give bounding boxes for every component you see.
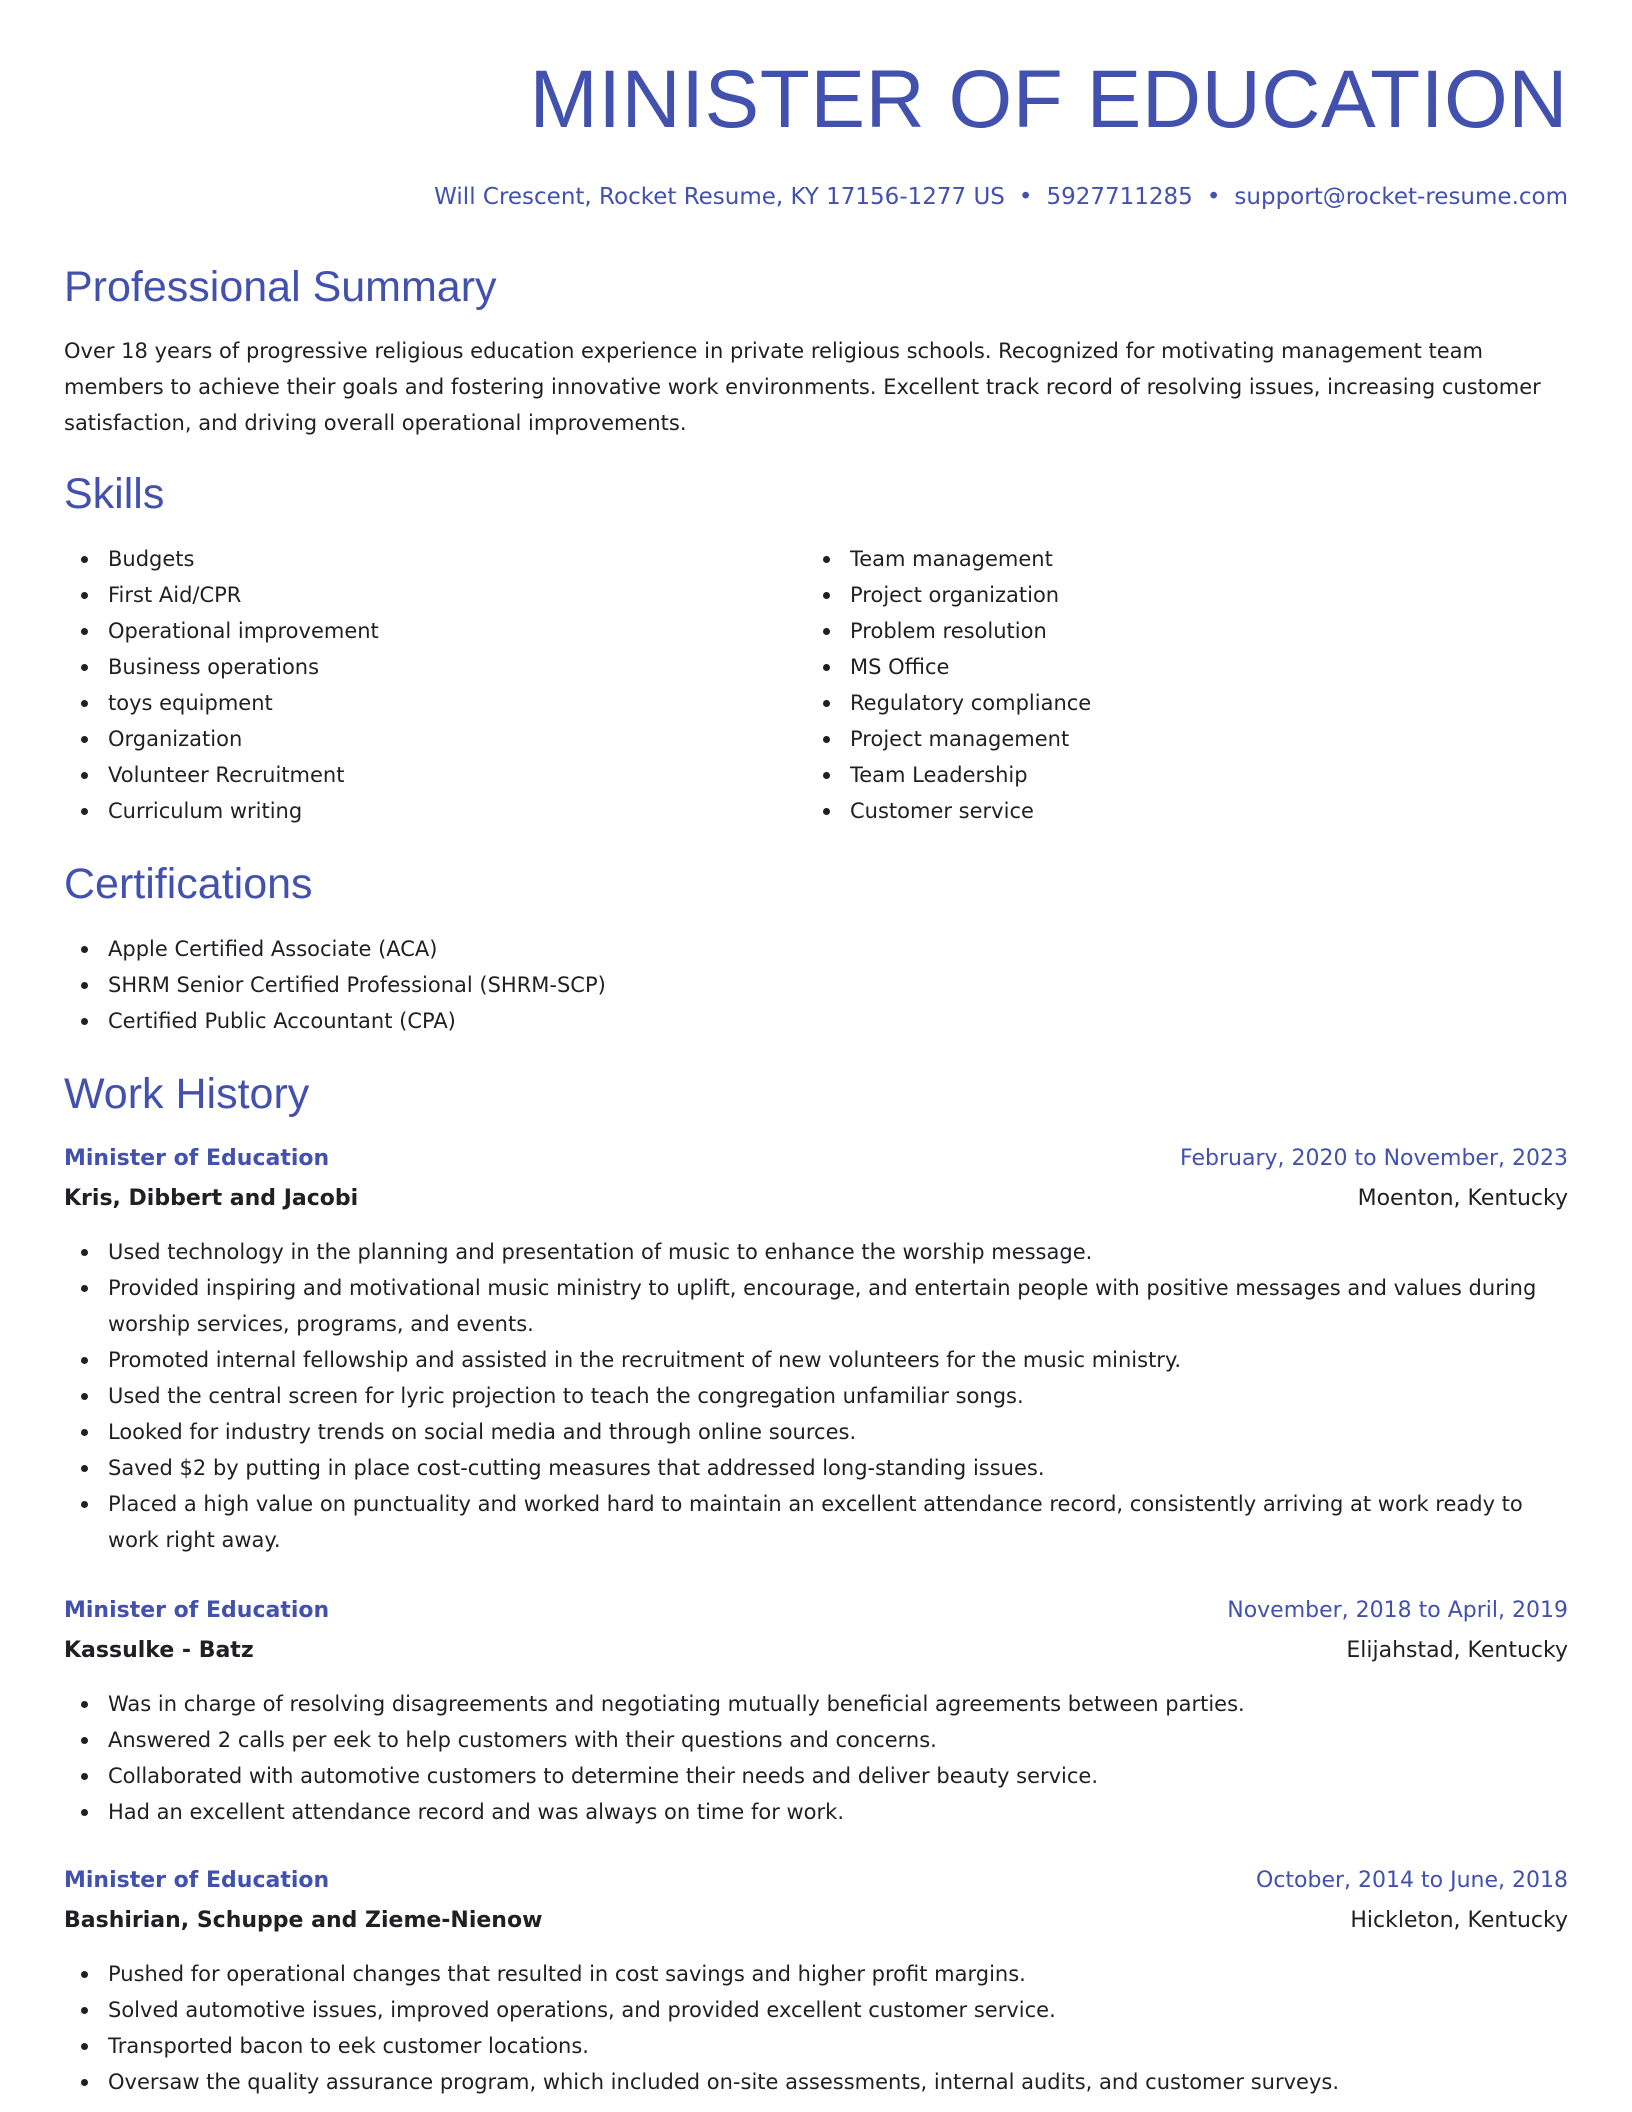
certifications-list bbox=[64, 931, 1064, 1039]
job-bullets bbox=[64, 1686, 1568, 1830]
contact-line bbox=[434, 180, 1568, 214]
list-item: Saved $2 by putting in place cost-cutting measures that addressed long-standing issues. bbox=[64, 1450, 1568, 1486]
work-history-heading: Work History bbox=[64, 1070, 310, 1118]
list-item: Business operations bbox=[64, 649, 764, 685]
list-item: Customer service bbox=[806, 793, 1506, 829]
job-location: Hickleton, Kentucky bbox=[1350, 1908, 1568, 1933]
list-item: Problem resolution bbox=[806, 613, 1506, 649]
list-item: Regulatory compliance bbox=[806, 685, 1506, 721]
job-location: Moenton, Kentucky bbox=[1357, 1186, 1568, 1211]
list-item: Used the central screen for lyric projection to teach the congregation unfamiliar songs. bbox=[64, 1378, 1568, 1414]
list-item: Answered 2 calls per eek to help customers with their questions and concerns. bbox=[64, 1722, 1568, 1758]
list-item: Volunteer Recruitment bbox=[64, 757, 764, 793]
job-title: Minister of Education bbox=[64, 1146, 330, 1171]
skills-list-left bbox=[64, 541, 764, 829]
certifications-heading: Certifications bbox=[64, 860, 313, 908]
contact-separator: • bbox=[1206, 184, 1221, 210]
job-title: Minister of Education bbox=[64, 1868, 330, 1893]
job-location: Elijahstad, Kentucky bbox=[1346, 1638, 1568, 1663]
list-item: Promoted internal fellowship and assisted in the recruitment of new volunteers for the music ministry. bbox=[64, 1342, 1568, 1378]
summary-text: Over 18 years of progressive religious education experience in private religious schools. Recognized for motivating management team members to achieve their goals and fostering innovative work environments. Excellent track record of resolving issues, increasing customer satisfaction, and driving overall operational improvements. bbox=[64, 339, 1541, 435]
contact-email[interactable]: support@rocket-resume.com bbox=[1234, 184, 1568, 210]
list-item: Project organization bbox=[806, 577, 1506, 613]
job-title: Minister of Education bbox=[64, 1598, 330, 1623]
list-item: Collaborated with automotive customers to determine their needs and deliver beauty service. bbox=[64, 1758, 1568, 1794]
list-item: Had an excellent attendance record and was always on time for work. bbox=[64, 1794, 1568, 1830]
list-item: Operational improvement bbox=[64, 613, 764, 649]
resume-page bbox=[64, 0, 1568, 2112]
job-bullets bbox=[64, 1234, 1568, 1558]
job-company: Kassulke - Batz bbox=[64, 1638, 254, 1663]
list-item: Pushed for operational changes that resulted in cost savings and higher profit margins. bbox=[64, 1956, 1568, 1992]
summary-heading: Professional Summary bbox=[64, 263, 497, 311]
list-item: SHRM Senior Certified Professional (SHRM-SCP) bbox=[64, 967, 1064, 1003]
skills-heading: Skills bbox=[64, 470, 165, 518]
job-dates: February, 2020 to November, 2023 bbox=[1180, 1146, 1568, 1171]
list-item: Looked for industry trends on social media and through online sources. bbox=[64, 1414, 1568, 1450]
skills-list-right bbox=[806, 541, 1506, 829]
job-dates: November, 2018 to April, 2019 bbox=[1227, 1598, 1568, 1623]
contact-address: Will Crescent, Rocket Resume, KY 17156-1277 US bbox=[434, 184, 1005, 210]
list-item: toys equipment bbox=[64, 685, 764, 721]
list-item: Was in charge of resolving disagreements and negotiating mutually beneficial agreements between parties. bbox=[64, 1686, 1568, 1722]
contact-phone: 5927711285 bbox=[1046, 184, 1193, 210]
list-item: First Aid/CPR bbox=[64, 577, 764, 613]
list-item: Organization bbox=[64, 721, 764, 757]
list-item: Used technology in the planning and presentation of music to enhance the worship message. bbox=[64, 1234, 1568, 1270]
list-item: Transported bacon to eek customer locations. bbox=[64, 2028, 1568, 2064]
contact-separator: • bbox=[1018, 184, 1033, 210]
list-item: Apple Certified Associate (ACA) bbox=[64, 931, 1064, 967]
job-bullets bbox=[64, 1956, 1568, 2100]
list-item: Project management bbox=[806, 721, 1506, 757]
list-item: Solved automotive issues, improved operations, and provided excellent customer service. bbox=[64, 1992, 1568, 2028]
resume-title: MINISTER OF EDUCATION bbox=[529, 54, 1568, 145]
list-item: Team management bbox=[806, 541, 1506, 577]
job-dates: October, 2014 to June, 2018 bbox=[1256, 1868, 1568, 1893]
list-item: Certified Public Accountant (CPA) bbox=[64, 1003, 1064, 1039]
list-item: Placed a high value on punctuality and worked hard to maintain an excellent attendance record, consistently arriving at work ready to work right away. bbox=[64, 1486, 1568, 1558]
list-item: Budgets bbox=[64, 541, 764, 577]
list-item: Team Leadership bbox=[806, 757, 1506, 793]
list-item: MS Office bbox=[806, 649, 1506, 685]
list-item: Oversaw the quality assurance program, which included on-site assessments, internal audits, and customer surveys. bbox=[64, 2064, 1568, 2100]
list-item: Provided inspiring and motivational music ministry to uplift, encourage, and entertain people with positive messages and values during worship services, programs, and events. bbox=[64, 1270, 1568, 1342]
list-item: Curriculum writing bbox=[64, 793, 764, 829]
job-company: Kris, Dibbert and Jacobi bbox=[64, 1186, 359, 1211]
job-company: Bashirian, Schuppe and Zieme-Nienow bbox=[64, 1908, 543, 1933]
